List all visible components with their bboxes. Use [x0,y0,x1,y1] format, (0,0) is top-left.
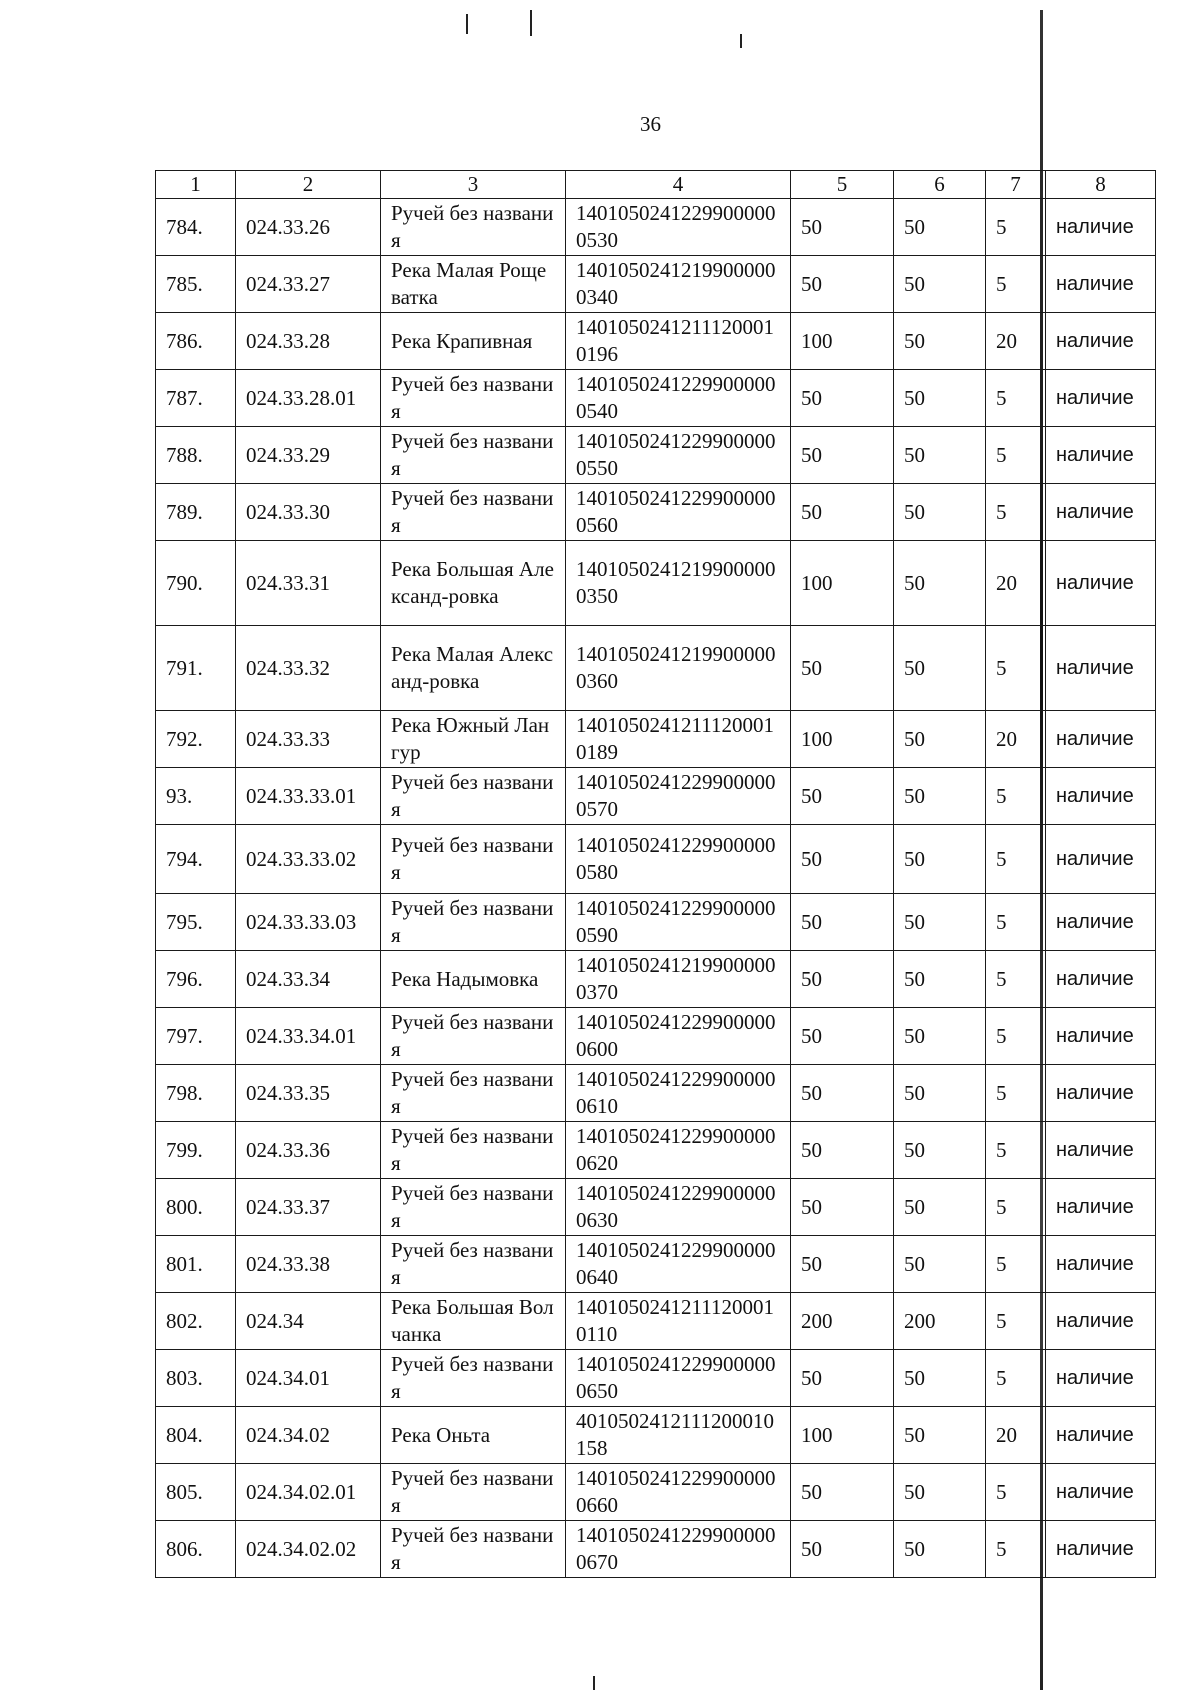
column-5-value-cell: 50 [791,427,894,484]
water-body-name-cell: Река Южный Лангур [381,711,566,768]
column-header-6: 6 [894,171,986,199]
column-6-value-cell: 50 [894,894,986,951]
status-cell: наличие [1046,313,1156,370]
column-7-value-cell: 5 [986,370,1046,427]
water-body-name-cell: Ручей без названия [381,1236,566,1293]
table-row [156,894,1156,951]
column-5-value-cell: 100 [791,711,894,768]
row-number-cell: 789. [156,484,236,541]
row-number-cell: 797. [156,1008,236,1065]
column-7-value-cell: 5 [986,825,1046,894]
registry-id-cell: 14010502412299000000630 [566,1179,791,1236]
table-row [156,1293,1156,1350]
column-6-value-cell: 50 [894,313,986,370]
column-header-1: 1 [156,171,236,199]
row-number-cell: 93. [156,768,236,825]
column-header-2: 2 [236,171,381,199]
row-number-cell: 803. [156,1350,236,1407]
column-5-value-cell: 50 [791,1122,894,1179]
status-cell: наличие [1046,626,1156,711]
water-body-name-cell: Ручей без названия [381,370,566,427]
water-body-name-cell: Ручей без названия [381,1521,566,1578]
registry-id-cell: 14010502412111200010110 [566,1293,791,1350]
column-6-value-cell: 50 [894,541,986,626]
registry-id-cell: 14010502412299000000650 [566,1350,791,1407]
registry-id-cell: 14010502412299000000530 [566,199,791,256]
column-5-value-cell: 50 [791,1464,894,1521]
status-cell: наличие [1046,1236,1156,1293]
table-row [156,256,1156,313]
code-cell: 024.33.33 [236,711,381,768]
row-number-cell: 802. [156,1293,236,1350]
water-body-name-cell: Ручей без названия [381,1065,566,1122]
code-cell: 024.33.27 [236,256,381,313]
registry-id-cell: 4010502412111200010158 [566,1407,791,1464]
row-number-cell: 800. [156,1179,236,1236]
registry-id-cell: 14010502412299000000570 [566,768,791,825]
column-header-8: 8 [1046,171,1156,199]
column-7-value-cell: 5 [986,1122,1046,1179]
column-7-value-cell: 5 [986,1236,1046,1293]
row-number-cell: 786. [156,313,236,370]
table-row [156,1065,1156,1122]
row-number-cell: 806. [156,1521,236,1578]
column-5-value-cell: 100 [791,1407,894,1464]
column-6-value-cell: 50 [894,768,986,825]
row-number-cell: 788. [156,427,236,484]
scan-mark-bottom [593,1676,595,1690]
column-6-value-cell: 50 [894,825,986,894]
code-cell: 024.33.34.01 [236,1008,381,1065]
code-cell: 024.33.31 [236,541,381,626]
row-number-cell: 792. [156,711,236,768]
page-number: 36 [640,112,661,136]
column-7-value-cell: 5 [986,1350,1046,1407]
status-cell: наличие [1046,951,1156,1008]
status-cell: наличие [1046,825,1156,894]
row-number-cell: 794. [156,825,236,894]
row-number-cell: 796. [156,951,236,1008]
column-5-value-cell: 50 [791,1350,894,1407]
table-row [156,626,1156,711]
water-body-name-cell: Ручей без названия [381,1008,566,1065]
column-6-value-cell: 50 [894,1464,986,1521]
column-6-value-cell: 50 [894,1122,986,1179]
column-5-value-cell: 50 [791,951,894,1008]
status-cell: наличие [1046,1350,1156,1407]
column-header-5: 5 [791,171,894,199]
row-number-cell: 805. [156,1464,236,1521]
code-cell: 024.33.30 [236,484,381,541]
column-5-value-cell: 50 [791,256,894,313]
water-body-name-cell: Ручей без названия [381,825,566,894]
column-7-value-cell: 5 [986,1179,1046,1236]
water-body-name-cell: Ручей без названия [381,427,566,484]
column-6-value-cell: 50 [894,1065,986,1122]
code-cell: 024.33.28.01 [236,370,381,427]
data-table [155,170,1156,1578]
row-number-cell: 784. [156,199,236,256]
status-cell: наличие [1046,711,1156,768]
code-cell: 024.33.29 [236,427,381,484]
code-cell: 024.34.01 [236,1350,381,1407]
code-cell: 024.33.35 [236,1065,381,1122]
column-6-value-cell: 50 [894,1008,986,1065]
row-number-cell: 791. [156,626,236,711]
registry-id-cell: 14010502412299000000640 [566,1236,791,1293]
water-body-name-cell: Ручей без названия [381,1464,566,1521]
water-body-name-cell: Ручей без названия [381,484,566,541]
column-7-value-cell: 5 [986,1464,1046,1521]
code-cell: 024.33.26 [236,199,381,256]
column-7-value-cell: 5 [986,256,1046,313]
scan-mark-top-left [466,14,468,34]
column-5-value-cell: 50 [791,768,894,825]
column-5-value-cell: 50 [791,1179,894,1236]
status-cell: наличие [1046,1179,1156,1236]
column-5-value-cell: 50 [791,626,894,711]
column-5-value-cell: 50 [791,370,894,427]
row-number-cell: 804. [156,1407,236,1464]
column-7-value-cell: 5 [986,1065,1046,1122]
status-cell: наличие [1046,1008,1156,1065]
column-7-value-cell: 5 [986,1008,1046,1065]
table-row [156,825,1156,894]
water-body-name-cell: Река Большая Александ-ровка [381,541,566,626]
column-5-value-cell: 50 [791,1521,894,1578]
registry-id-cell: 14010502412299000000560 [566,484,791,541]
column-7-value-cell: 5 [986,894,1046,951]
table-row [156,1122,1156,1179]
column-6-value-cell: 50 [894,1179,986,1236]
status-cell: наличие [1046,256,1156,313]
scan-mark-top-left-2 [530,10,532,36]
code-cell: 024.33.33.01 [236,768,381,825]
registry-id-cell: 14010502412299000000660 [566,1464,791,1521]
water-body-name-cell: Ручей без названия [381,894,566,951]
code-cell: 024.33.33.03 [236,894,381,951]
status-cell: наличие [1046,1464,1156,1521]
column-7-value-cell: 5 [986,951,1046,1008]
row-number-cell: 795. [156,894,236,951]
status-cell: наличие [1046,370,1156,427]
column-6-value-cell: 50 [894,256,986,313]
column-7-value-cell: 5 [986,427,1046,484]
table-body [156,199,1156,1578]
water-body-name-cell: Река Надымовка [381,951,566,1008]
table-row [156,1464,1156,1521]
column-6-value-cell: 50 [894,626,986,711]
water-body-name-cell: Река Крапивная [381,313,566,370]
code-cell: 024.33.32 [236,626,381,711]
table-row [156,1521,1156,1578]
table-row [156,1236,1156,1293]
status-cell: наличие [1046,1293,1156,1350]
water-body-name-cell: Река Большая Волчанка [381,1293,566,1350]
registry-id-cell: 14010502412199000000340 [566,256,791,313]
table-row [156,951,1156,1008]
table-row [156,1008,1156,1065]
code-cell: 024.34.02.01 [236,1464,381,1521]
column-5-value-cell: 100 [791,313,894,370]
water-body-name-cell: Река Оньта [381,1407,566,1464]
status-cell: наличие [1046,427,1156,484]
column-6-value-cell: 50 [894,484,986,541]
table-row [156,370,1156,427]
table-row [156,711,1156,768]
column-5-value-cell: 200 [791,1293,894,1350]
column-header-3: 3 [381,171,566,199]
registry-id-cell: 14010502412111200010196 [566,313,791,370]
code-cell: 024.33.34 [236,951,381,1008]
row-number-cell: 787. [156,370,236,427]
registry-id-cell: 14010502412111200010189 [566,711,791,768]
code-cell: 024.33.38 [236,1236,381,1293]
registry-id-cell: 14010502412299000000590 [566,894,791,951]
column-7-value-cell: 5 [986,199,1046,256]
water-body-name-cell: Ручей без названия [381,1122,566,1179]
column-7-value-cell: 20 [986,313,1046,370]
column-7-value-cell: 5 [986,1293,1046,1350]
water-body-name-cell: Река Малая Александ-ровка [381,626,566,711]
column-7-value-cell: 5 [986,626,1046,711]
column-6-value-cell: 50 [894,427,986,484]
column-7-value-cell: 5 [986,484,1046,541]
table-row [156,541,1156,626]
column-6-value-cell: 200 [894,1293,986,1350]
column-6-value-cell: 50 [894,1350,986,1407]
status-cell: наличие [1046,1521,1156,1578]
status-cell: наличие [1046,1122,1156,1179]
row-number-cell: 799. [156,1122,236,1179]
status-cell: наличие [1046,1407,1156,1464]
code-cell: 024.34.02.02 [236,1521,381,1578]
registry-id-cell: 14010502412199000000370 [566,951,791,1008]
water-body-name-cell: Ручей без названия [381,768,566,825]
column-5-value-cell: 50 [791,484,894,541]
registry-id-cell: 14010502412199000000360 [566,626,791,711]
table-row [156,199,1156,256]
code-cell: 024.34.02 [236,1407,381,1464]
row-number-cell: 801. [156,1236,236,1293]
header-row [156,171,1156,199]
table-row [156,768,1156,825]
registry-id-cell: 14010502412299000000610 [566,1065,791,1122]
column-5-value-cell: 100 [791,541,894,626]
column-6-value-cell: 50 [894,711,986,768]
column-5-value-cell: 50 [791,894,894,951]
column-7-value-cell: 20 [986,541,1046,626]
table-row [156,313,1156,370]
status-cell: наличие [1046,199,1156,256]
table-row [156,484,1156,541]
column-7-value-cell: 20 [986,1407,1046,1464]
status-cell: наличие [1046,541,1156,626]
scan-mark-top-center [740,34,742,48]
column-6-value-cell: 50 [894,1521,986,1578]
column-5-value-cell: 50 [791,825,894,894]
row-number-cell: 785. [156,256,236,313]
water-body-name-cell: Река Малая Рощеватка [381,256,566,313]
column-7-value-cell: 20 [986,711,1046,768]
status-cell: наличие [1046,484,1156,541]
water-body-name-cell: Ручей без названия [381,1179,566,1236]
registry-id-cell: 14010502412299000000600 [566,1008,791,1065]
column-6-value-cell: 50 [894,1407,986,1464]
column-6-value-cell: 50 [894,1236,986,1293]
table-row [156,427,1156,484]
registry-id-cell: 14010502412299000000550 [566,427,791,484]
column-5-value-cell: 50 [791,1236,894,1293]
code-cell: 024.33.36 [236,1122,381,1179]
row-number-cell: 798. [156,1065,236,1122]
status-cell: наличие [1046,768,1156,825]
registry-id-cell: 14010502412299000000670 [566,1521,791,1578]
water-body-name-cell: Ручей без названия [381,199,566,256]
code-cell: 024.33.33.02 [236,825,381,894]
registry-id-cell: 14010502412299000000540 [566,370,791,427]
column-7-value-cell: 5 [986,1521,1046,1578]
registry-id-cell: 14010502412299000000620 [566,1122,791,1179]
column-6-value-cell: 50 [894,951,986,1008]
table-row [156,1179,1156,1236]
registry-id-cell: 14010502412199000000350 [566,541,791,626]
status-cell: наличие [1046,894,1156,951]
registry-id-cell: 14010502412299000000580 [566,825,791,894]
status-cell: наличие [1046,1065,1156,1122]
column-header-4: 4 [566,171,791,199]
table-row [156,1407,1156,1464]
code-cell: 024.33.28 [236,313,381,370]
column-5-value-cell: 50 [791,1008,894,1065]
column-header-7: 7 [986,171,1046,199]
row-number-cell: 790. [156,541,236,626]
water-body-name-cell: Ручей без названия [381,1350,566,1407]
column-5-value-cell: 50 [791,1065,894,1122]
column-7-value-cell: 5 [986,768,1046,825]
column-6-value-cell: 50 [894,370,986,427]
column-5-value-cell: 50 [791,199,894,256]
code-cell: 024.33.37 [236,1179,381,1236]
table-row [156,1350,1156,1407]
column-6-value-cell: 50 [894,199,986,256]
code-cell: 024.34 [236,1293,381,1350]
